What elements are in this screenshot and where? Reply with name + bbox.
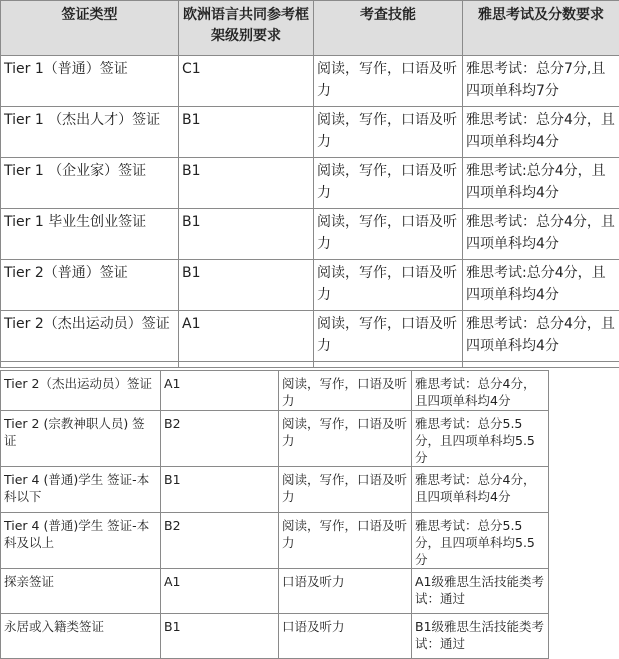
cell-cefr-level: A1 (161, 371, 279, 411)
header-skills: 考查技能 (314, 1, 463, 56)
cell-ielts-requirement: 雅思考试：总分4分，且四项单科均4分 (463, 107, 619, 158)
cell-cefr-level: B1 (179, 209, 314, 260)
cell-skills: 阅读，写作，口语及听力 (279, 411, 412, 467)
cell-visa-type: Tier 1 （企业家）签证 (1, 158, 179, 209)
cell-ielts-requirement: 雅思考试：总分4分，且四项单科均4分 (463, 311, 619, 362)
cell-ielts-requirement: 雅思考试:总分4分，且四项单科均4分 (463, 158, 619, 209)
table-row (1, 209, 619, 260)
cell-visa-type: Tier 2（普通）签证 (1, 260, 179, 311)
table-row (1, 411, 549, 467)
cell-visa-type: Tier 1 （杰出人才）签证 (1, 107, 179, 158)
cell-ielts-requirement: 雅思考试：总分4分，且四项单科均4分 (412, 467, 549, 513)
cell-ielts-requirement: 雅思考试：总分4分，且四项单科均4分 (412, 371, 549, 411)
table-row (1, 614, 549, 659)
cell-skills: 阅读，写作，口语及听力 (279, 371, 412, 411)
cell-skills: 阅读，写作，口语及听力 (314, 260, 463, 311)
cell-skills: 阅读，写作，口语及听力 (314, 56, 463, 107)
cell-skills: 口语及听力 (279, 614, 412, 659)
table-row (1, 311, 619, 362)
cell-cefr-level: B2 (161, 513, 279, 569)
cell-visa-type: Tier 1 毕业生创业签证 (1, 209, 179, 260)
cell-ielts-requirement: 雅思考试：总分4分，且四项单科均4分 (463, 209, 619, 260)
header-cefr-level: 欧洲语言共同参考框架级别要求 (179, 1, 314, 56)
cell-ielts-requirement: 雅思考试：总分7分,且四项单科均7分 (463, 56, 619, 107)
cell-visa-type: Tier 2 (宗教神职人员) 签证 (1, 411, 161, 467)
cell-cefr-level: B1 (179, 260, 314, 311)
cell-skills: 阅读，写作，口语及听力 (279, 513, 412, 569)
cell-ielts-requirement: B1级雅思生活技能类考试：通过 (412, 614, 549, 659)
cell-skills: 阅读，写作，口语及听力 (314, 209, 463, 260)
table-header-row (1, 1, 619, 56)
cell-cefr-level: C1 (179, 56, 314, 107)
cell-ielts-requirement: 雅思考试：总分5.5分，且四项单科均5.5分 (412, 513, 549, 569)
cell-ielts-requirement: A1级雅思生活技能类考试：通过 (412, 569, 549, 614)
cell-skills: 阅读，写作，口语及听力 (314, 158, 463, 209)
table-row (1, 569, 549, 614)
cell-ielts-requirement: 雅思考试：总分5.5分，且四项单科均5.5分 (412, 411, 549, 467)
cell-visa-type: Tier 4 (普通)学生 签证-本科及以上 (1, 513, 161, 569)
table-row (1, 513, 549, 569)
cell-skills: 阅读，写作，口语及听力 (314, 311, 463, 362)
table-row (1, 260, 619, 311)
table-row-cut (1, 362, 619, 368)
cell-cefr-level: B2 (161, 411, 279, 467)
cell-cefr-level: B1 (161, 614, 279, 659)
cell-visa-type: 永居或入籍类签证 (1, 614, 161, 659)
cell-skills: 阅读，写作，口语及听力 (314, 107, 463, 158)
cell-skills: 口语及听力 (279, 569, 412, 614)
table-row (1, 158, 619, 209)
cell-visa-type: Tier 2（杰出运动员）签证 (1, 311, 179, 362)
table-row (1, 56, 619, 107)
visa-requirements-table-bottom (0, 370, 549, 659)
cell-ielts-requirement: 雅思考试:总分4分，且四项单科均4分 (463, 260, 619, 311)
cell-cefr-level: A1 (161, 569, 279, 614)
header-ielts-requirement: 雅思考试及分数要求 (463, 1, 619, 56)
cell-visa-type: 探亲签证 (1, 569, 161, 614)
cell-visa-type: Tier 2（杰出运动员）签证 (1, 371, 161, 411)
cell-visa-type: Tier 1（普通）签证 (1, 56, 179, 107)
table-row (1, 107, 619, 158)
cell-cefr-level: B1 (161, 467, 279, 513)
table-row (1, 371, 549, 411)
cell-cefr-level: B1 (179, 158, 314, 209)
cell-cefr-level: A1 (179, 311, 314, 362)
header-visa-type: 签证类型 (1, 1, 179, 56)
cell-cefr-level: B1 (179, 107, 314, 158)
cell-skills: 阅读，写作，口语及听力 (279, 467, 412, 513)
table-row (1, 467, 549, 513)
cell-visa-type: Tier 4 (普通)学生 签证-本科以下 (1, 467, 161, 513)
